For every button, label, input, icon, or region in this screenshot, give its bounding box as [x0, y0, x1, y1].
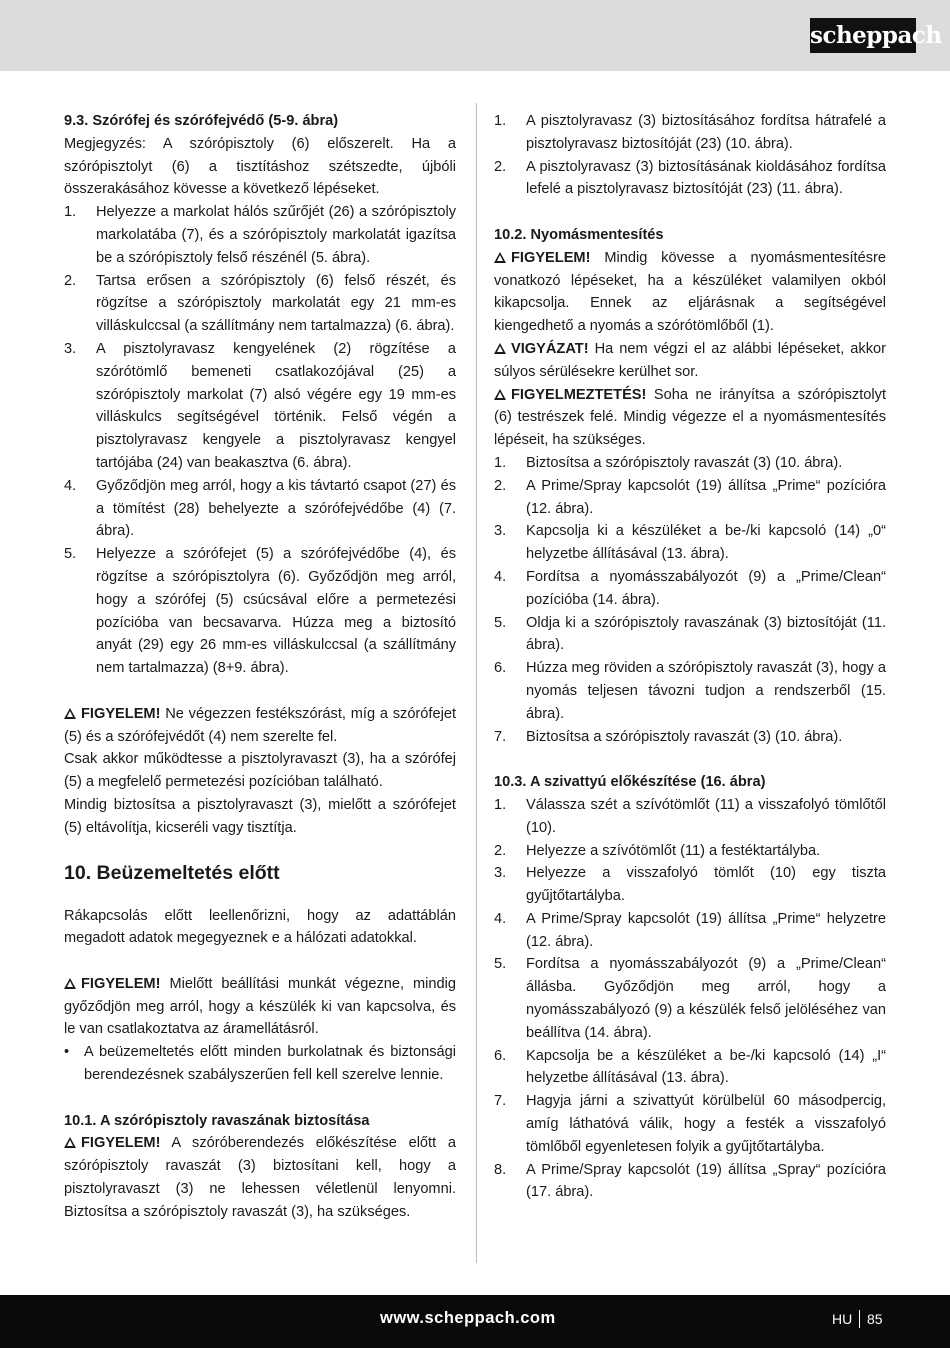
list-item: [494, 156, 886, 202]
list-item: [494, 520, 886, 566]
danger-text: Soha ne irányítsa a szórópisztolyt (6) testrészek felé. Mindig végezze el a nyomásmentesítés lépéseit, ha szükséges.: [494, 386, 886, 449]
list-item-number: 6.: [494, 660, 507, 677]
list-item-text: Helyezze a szórófejet (5) a szórófejvédőbe (4), és rögzítse a szórópisztolyra (6). Győződjön meg arról, hogy a szórófej (5) csúcsával előre a permetezési pozícióba van becsavarva. Húzza meg a biztosító anyát (29) egy 26 mm-es villáskulccsal (a szállítmány nem tartalmazza) (8+9. ábra).: [96, 546, 456, 677]
section-10-heading: 10. Beüzemeltetés előtt: [64, 861, 280, 884]
footer-separator: [859, 1310, 860, 1328]
danger-label: FIGYELMEZTETÉS!: [511, 386, 647, 403]
list-item-number: 1.: [494, 113, 507, 129]
list-item: [64, 201, 456, 269]
left-column: [64, 110, 456, 1224]
list-item: [494, 1090, 886, 1158]
warning-label: FIGYELEM!: [511, 249, 591, 266]
page-number: 85: [867, 1311, 883, 1327]
list-item-text: Győződjön meg arról, hogy a kis távtartó csapot (27) és a tömítést (28) behelyezte a szórófejvédőbe (4) (7. ábra).: [96, 477, 456, 540]
list-item-text: A pisztolyravasz kengyelének (2) rögzítése a szórótömlő bemeneti csatlakozójával (25) a szórópisztoly markolat (7) alsó végére egy 19 mm-es villáskulcs segítségével történik. Felső végén a pisztolyravasz kengyele a pisztolyravasz kengyel tartójába (24) van beakasztva (6. ábra).: [96, 340, 456, 471]
right-column: [494, 110, 886, 1204]
list-item-number: 4.: [494, 910, 507, 927]
list-item-number: 4.: [494, 568, 507, 585]
warning-paragraph-3: [64, 1132, 456, 1223]
list-item: [494, 612, 886, 658]
list-item: [64, 338, 456, 475]
list-item-text: Oldja ki a szórópisztoly ravaszának (3) biztosítóját (11. ábra).: [526, 614, 886, 654]
section-10-1-steps: [494, 110, 886, 201]
list-item-text: A pisztolyravasz (3) biztosításához fordítsa hátrafelé a pisztolyravasz biztosítóját (23) (10. ábra).: [526, 113, 886, 152]
warning-triangle-icon: [494, 389, 506, 400]
list-item: [64, 1041, 456, 1087]
bullet-list: [64, 1041, 456, 1087]
list-item-number: 5.: [494, 956, 507, 973]
list-item-text: Biztosítsa a szórópisztoly ravaszát (3) (10. ábra).: [526, 454, 843, 471]
list-item-number: 4.: [64, 477, 77, 494]
list-item-text: Helyezze a szívótömlőt (11) a festéktartályba.: [526, 842, 821, 859]
language-code: HU: [832, 1311, 853, 1327]
list-item: [494, 953, 886, 1044]
paragraph: Mindig biztosítsa a pisztolyravaszt (3), mielőtt a szórófejet (5) eltávolítja, kicseréli vagy tisztítja.: [64, 796, 456, 836]
warning-paragraph-1: [64, 703, 456, 749]
list-item: [494, 657, 886, 725]
list-item-text: Fordítsa a nyomásszabályozót (9) a „Prime/Clean“ pozícióba (14. ábra).: [526, 568, 886, 608]
list-item-text: Válassza szét a szívótömlőt (11) a visszafolyó tömlőtől (10).: [526, 796, 886, 836]
list-item: [494, 475, 886, 521]
list-item-number: 3.: [64, 340, 77, 357]
list-item-text: Biztosítsa a szórópisztoly ravaszát (3) (10. ábra).: [526, 728, 843, 745]
list-item-number: 7.: [494, 728, 507, 745]
list-item-number: 1.: [494, 454, 507, 471]
list-item-text: Fordítsa a nyomásszabályozót (9) a „Prime/Clean“ állásba. Győződjön meg arról, hogy a nyomásszabályozó (9) a készülék felső jelöléséhez van beállítva (14. ábra).: [526, 956, 886, 1041]
warning-paragraph: [494, 247, 886, 338]
list-item-number: 2.: [64, 272, 77, 289]
list-item: [494, 566, 886, 612]
list-item: [494, 110, 886, 156]
warning-text: A szóróberendezés előkészítése előtt a szórópisztoly ravaszát (3) biztosítani kell, hogy a pisztolyravaszt (3) ne lehessen véletlenül lenyomni. Biztosítsa a szórópisztoly ravaszát (3), ha szükséges.: [64, 1135, 456, 1220]
warning-triangle-icon: [64, 1137, 76, 1148]
list-item-number: 3.: [494, 523, 507, 540]
section-10-3-steps: [494, 794, 886, 1204]
section-9-3-steps: [64, 201, 456, 680]
brand-logo: scheppach: [810, 18, 916, 53]
list-item-text: Hagyja járni a szivattyút körülbelül 60 másodpercig, amíg láthatóvá válik, hogy a festék a visszafolyó tömlőből egyenletesen folyik a gyűjtőtartályba.: [526, 1093, 886, 1155]
list-item: [64, 475, 456, 543]
list-item: [494, 862, 886, 908]
list-item-number: 5.: [64, 546, 77, 563]
list-item-text: Kapcsolja be a készüléket a be-/ki kapcsoló (14) „I“ helyzetbe állításával (13. ábra).: [526, 1047, 886, 1087]
section-10-2-steps: [494, 452, 886, 748]
list-item-number: 3.: [494, 865, 507, 882]
list-item-text: Húzza meg röviden a szórópisztoly ravaszát (3), hogy a nyomás teljesen távozni tudjon a rendszerből (15. ábra).: [526, 660, 886, 722]
warning-text: Mindig kövesse a nyomásmentesítésre vonatkozó lépéseket, ha a készüléket valamilyen okból kikapcsolja. Ennek az eljárásnak a segítségével kiengedhető a nyomás a szórótömlőből (1).: [494, 249, 886, 335]
warning-label: FIGYELEM!: [81, 975, 161, 992]
section-9-3-intro: Megjegyzés: A szórópisztoly (6) előszerelt. Ha a szórópisztolyt (6) a tisztításhoz szétszedte, újbóli összerakásához kövesse a következő lépéseket.: [64, 135, 456, 198]
list-item-text: A Prime/Spray kapcsolót (19) állítsa „Spray“ pozícióra (17. ábra).: [526, 1161, 886, 1201]
section-10-1-heading: 10.1. A szórópisztoly ravaszának biztosítása: [64, 1112, 370, 1129]
list-item-number: 2.: [494, 842, 507, 859]
list-item: [494, 840, 886, 863]
section-10-2-heading: 10.2. Nyomásmentesítés: [494, 226, 664, 243]
list-item-number: 6.: [494, 1047, 507, 1064]
list-item-number: 1.: [494, 796, 507, 813]
list-item-text: A Prime/Spray kapcsolót (19) állítsa „Prime“ helyzetre (12. ábra).: [526, 910, 886, 950]
list-item-text: A Prime/Spray kapcsolót (19) állítsa „Prime“ pozícióra (12. ábra).: [526, 477, 886, 517]
column-divider: [476, 103, 477, 1263]
page-header: [0, 0, 950, 71]
section-9-3-heading: 9.3. Szórófej és szórófejvédő (5-9. ábra): [64, 113, 339, 129]
danger-paragraph: [494, 384, 886, 452]
paragraph: Csak akkor működtesse a pisztolyravaszt (3), ha a szórófej (5) a megfelelő permetezési pozícióban található.: [64, 751, 456, 791]
section-10-3-heading: 10.3. A szivattyú előkészítése (16. ábra): [494, 774, 766, 791]
warning-label: FIGYELEM!: [81, 1135, 161, 1152]
list-item: [494, 1159, 886, 1205]
list-item-text: Helyezze a visszafolyó tömlőt (10) egy tiszta gyűjtőtartályba.: [526, 865, 886, 905]
list-item-text: A pisztolyravasz (3) biztosításának kioldásához fordítsa lefelé a pisztolyravasz biztosítóját (23) (11. ábra).: [526, 158, 886, 198]
list-item-number: 2.: [494, 158, 507, 175]
warning-paragraph-2: [64, 973, 456, 1041]
list-item-number: 7.: [494, 1093, 507, 1110]
caution-paragraph: [494, 338, 886, 384]
bullet-mark: •: [64, 1044, 70, 1061]
list-item-text: Kapcsolja ki a készüléket a be-/ki kapcsoló (14) „0“ helyzetbe állításával (13. ábra).: [526, 523, 886, 563]
warning-triangle-icon: [494, 343, 506, 354]
list-item-number: 5.: [494, 614, 507, 631]
warning-triangle-icon: [494, 252, 506, 263]
list-item: [64, 270, 456, 338]
warning-label: FIGYELEM!: [81, 705, 161, 722]
caution-text: Ha nem végzi el az alábbi lépéseket, akkor súlyos sérülésekre kerülhet sor.: [494, 340, 886, 380]
list-item: [494, 794, 886, 840]
list-item: [494, 1045, 886, 1091]
list-item-number: 1.: [64, 204, 77, 221]
list-item-text: Helyezze a markolat hálós szűrőjét (26) a szórópisztoly markolatába (7), és a szórópisztoly markolatát igazítsa be a szórópisztoly felső részénél (5. ábra).: [96, 204, 456, 266]
list-item: [494, 908, 886, 954]
caution-label: VIGYÁZAT!: [511, 340, 589, 357]
warning-text: Ne végezzen festékszórást, míg a szórófejet (5) és a szórófejvédőt (4) nem szerelte fel.: [64, 705, 456, 745]
list-item-number: 2.: [494, 477, 507, 494]
website-link[interactable]: www.scheppach.com: [380, 1309, 556, 1327]
list-item-text: A beüzemeltetés előtt minden burkolatnak és biztonsági berendezésnek szabályszerűen fell kell szerelve lennie.: [84, 1044, 456, 1084]
list-item-text: Tartsa erősen a szórópisztoly (6) felső részét, és rögzítse a szórópisztoly markolatát egy 21 mm-es villáskulccsal (a szállítmány nem tartalmazza) (6. ábra).: [96, 272, 456, 335]
warning-triangle-icon: [64, 708, 76, 719]
warning-text: Mielőtt beállítási munkát végezne, mindig győződjön meg arról, hogy a készülék ki van kapcsolva, és le van csatlakoztatva az áramellátásról.: [64, 975, 456, 1038]
list-item: [494, 452, 886, 475]
warning-triangle-icon: [64, 978, 76, 989]
section-10-intro: Rákapcsolás előtt leellenőrizni, hogy az adattáblán megadott adatok megegyeznek e a hálózati adatokkal.: [64, 907, 456, 947]
page-footer: [0, 1295, 950, 1348]
list-item: [494, 726, 886, 749]
list-item-number: 8.: [494, 1161, 507, 1178]
list-item: [64, 543, 456, 680]
